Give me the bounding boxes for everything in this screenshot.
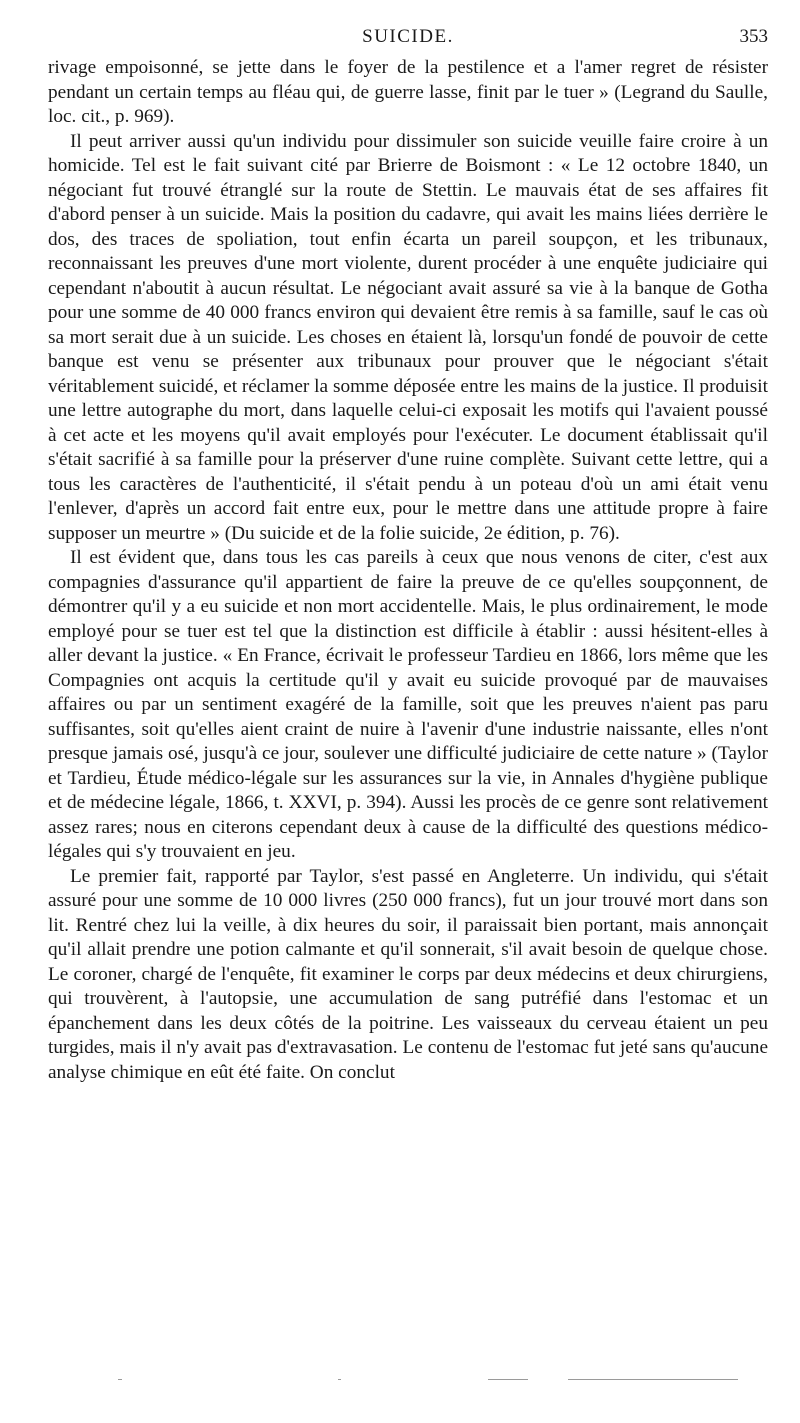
print-mark bbox=[488, 1379, 528, 1380]
page-body bbox=[48, 56, 768, 1085]
page-number: 353 bbox=[739, 26, 768, 47]
bottom-print-marks bbox=[48, 1374, 768, 1386]
print-mark bbox=[568, 1379, 738, 1380]
print-mark bbox=[118, 1379, 122, 1380]
running-header bbox=[48, 26, 768, 56]
paragraph-continued: rivage empoisonné, se jette dans le foyer de la pestilence et a l'amer regret de résister pendant un certain temps au fléau qui, de guerre lasse, finit par le tuer » (Legrand du Saulle, loc. cit., p. 969). bbox=[48, 57, 768, 127]
paragraph-insurance-proof: Il est évident que, dans tous les cas pareils à ceux que nous venons de citer, c'est aux compagnies d'assurance qu'il appartient de faire la preuve de ce qu'elles soupçonnent, de démontrer qu'il y a eu suicide et non mort accidentelle. Mais, le plus ordinairement, le mode employé pour se tuer est tel que la distinction est difficile à établir : aussi hésitent-elles à aller devant la justice. « En France, écrivait le professeur Tardieu en 1866, lors même que les Compagnies ont acquis la certitude qu'il y avait eu suicide provoqué par de mauvaises affaires ou par un sentiment exagéré de la famille, soit que les preuves n'aient pas paru suffisantes, soit qu'elles aient craint de nuire à l'avenir d'une industrie naissante, elles n'ont presque jamais osé, jusqu'à ce jour, soulever une difficulté judiciaire de cette nature » (Taylor et Tardieu, Étude médico-légale sur les assurances sur la vie, in Annales d'hygiène publique et de médecine légale, 1866, t. XXVI, p. 394). Aussi les procès de ce genre sont relativement assez rares; nous en citerons cependant deux à cause de la difficulté des questions médico-légales qui s'y trouvaient en jeu. bbox=[48, 547, 768, 862]
running-title: SUICIDE. bbox=[362, 26, 454, 47]
paragraph-taylor-case: Le premier fait, rapporté par Taylor, s'est passé en Angleterre. Un individu, qui s'était assuré pour une somme de 10 000 livres (250 000 francs), fut un jour trouvé mort dans son lit. Rentré chez lui la veille, à dix heures du soir, il paraissait bien portant, mais annonçait qu'il allait prendre une potion calmante et qu'il sonnerait, s'il avait besoin de quelque chose. Le coroner, chargé de l'enquête, fit examiner le corps par deux médecins et deux chirurgiens, qui trouvèrent, à l'autopsie, une accumulation de sang putréfié dans l'estomac et un épanchement dans les deux côtés de la poitrine. Les vaisseaux du cerveau étaient un peu turgides, mais il n'y avait pas d'extravasation. Le contenu de l'estomac fut jeté sans qu'aucune analyse chimique en eût été faite. On conclut bbox=[48, 865, 768, 1083]
book-page bbox=[48, 26, 768, 1386]
paragraph-boismont-case: Il peut arriver aussi qu'un individu pour dissimuler son suicide veuille faire croire à un homicide. Tel est le fait suivant cité par Brierre de Boismont : « Le 12 octobre 1840, un négociant fut trouvé étranglé sur la route de Stettin. Le mauvais état de ses affaires fit d'abord penser à un suicide. Mais la position du cadavre, qui avait les mains liées derrière le dos, des traces de spoliation, tout enfin écarta un pareil soupçon, et les tribunaux, reconnaissant les preuves d'une mort violente, durent procéder à une enquête judiciaire qui cependant n'aboutit à aucun résultat. Le négociant avait assuré sa vie à la banque de Gotha pour une somme de 40 000 francs environ qui devaient être remis à sa famille, sauf le cas où sa mort serait due à un suicide. Les choses en étaient là, lorsqu'un fondé de pouvoir de cette banque est venu se présenter aux tribunaux pour prouver que le négociant s'était véritablement suicidé, et réclamer la somme déposée entre les mains de la justice. Il produisit une lettre autographe du mort, dans laquelle celui-ci exposait les motifs qui l'avaient poussé à cet acte et les moyens qu'il avait employés pour l'exécuter. Le document établissait qu'il s'était sacrifié à sa famille pour la préserver d'une ruine complète. Suivant cette lettre, qui a tous les caractères de l'authenticité, il s'était pendu à un poteau d'où un ami était venu l'enlever, d'après un accord fait entre eux, pour le mettre dans une attitude propre à faire supposer un meurtre » (Du suicide et de la folie suicide, 2e édition, p. 76). bbox=[48, 130, 768, 544]
print-mark bbox=[338, 1379, 341, 1380]
